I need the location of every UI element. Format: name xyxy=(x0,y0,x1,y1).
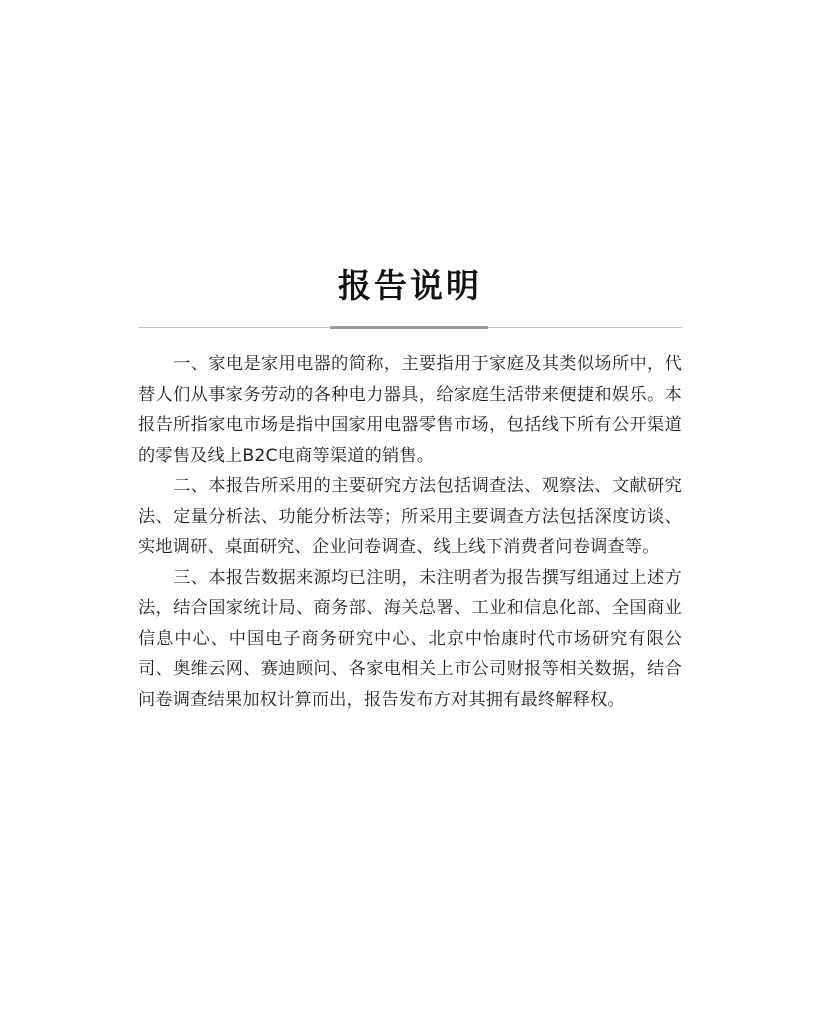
paragraph-methods: 二、本报告所采用的主要研究方法包括调查法、观察法、文献研究法、定量分析法、功能分析法等；所采用主要调查方法包括深度访谈、实地调研、桌面研究、企业问卷调查、线上线下消费者问卷调查等。 xyxy=(138,476,682,557)
paragraph-data-sources: 三、本报告数据来源均已注明，未注明者为报告撰写组通过上述方法，结合国家统计局、商务部、海关总署、工业和信息化部、全国商业信息中心、中国电子商务研究中心、北京中怡康时代市场研究有限公司、奥维云网、赛迪顾问、各家电相关上市公司财报等相关数据，结合问卷调查结果加权计算而出，报告发布方对其拥有最终解释权。 xyxy=(138,567,682,710)
paragraph-definition: 一、家电是家用电器的简称，主要指用于家庭及其类似场所中，代替人们从事家务劳动的各种电力器具，给家庭生活带来便捷和娱乐。本报告所指家电市场是指中国家用电器零售市场，包括线下所有公开渠道的零售及线上B2C电商等渠道的销售。 xyxy=(138,354,682,466)
page-title: 报告说明 xyxy=(338,266,482,305)
title-divider-accent xyxy=(330,326,488,329)
report-notes-body xyxy=(138,349,682,715)
